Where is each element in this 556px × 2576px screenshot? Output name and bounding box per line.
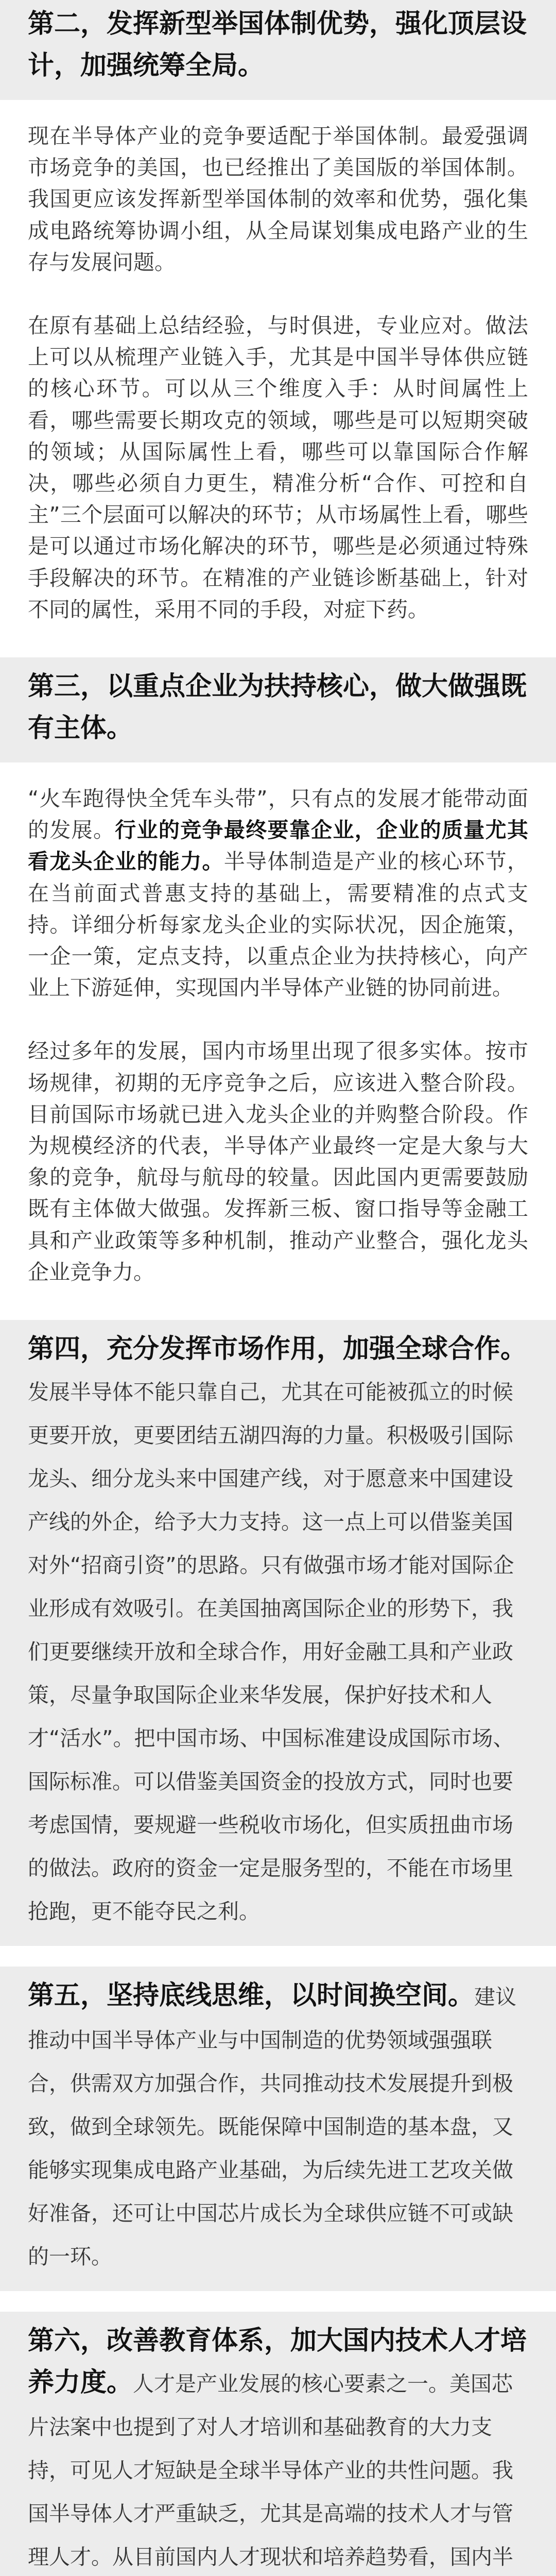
paragraph-text: “火车跑得快全凭车头带”，只有点的发展才能带动面的发展。 bbox=[28, 786, 528, 843]
section-5-body: 建议推动中国半导体产业与中国制造的优势领域强强联合，供需双方加强合作，共同推动技术发展提升到极致，做到全球领先。既能保障中国制造的基本盘，又能够实现集成电路产业基础，为后续先进工艺攻关做好准备，还可让中国芯片成长为全球供应链不可或缺的一环。 bbox=[28, 1985, 517, 2269]
paragraph-text: 经过多年的发展，国内市场里出现了很多实体。按市场规律，初期的无序竞争之后，应该进入整合阶段。目前国际市场就已进入龙头企业的并购整合阶段。作为规模经济的代表，半导体产业最终一定是大象与大象的竞争，航母与航母的较量。因此国内更需要鼓励既有主体做大做强。发挥新三板、窗口指导等金融工具和产业政策等多种机制，推动产业整合，强化龙头企业竞争力。 bbox=[28, 1039, 528, 1284]
section-heading-4-text: 第四，充分发挥市场作用，加强全球合作。 bbox=[28, 1334, 527, 1365]
paragraph bbox=[28, 121, 528, 278]
section-heading-6-text: 第六，改善教育体系，加大国内技术人才培养力度。 bbox=[28, 2326, 527, 2398]
section-heading-5 bbox=[0, 1967, 556, 2291]
section-6-body: 人才是产业发展的核心要素之一。美国芯片法案中也提到了对人才培训和基础教育的大力支持，可见人才短缺是全球半导体产业的共性问题。我国半导体人才严重缺乏，尤其是高端的技术人才与管理人才。从目前国内人才现状和培养趋势看，国内半 bbox=[28, 2371, 513, 2570]
paragraph bbox=[28, 310, 528, 625]
paragraph-emphasis: 行业的竞争最终要靠企业，企业的质量尤其看龙头企业的能力。 bbox=[28, 818, 529, 874]
section-heading-2 bbox=[0, 0, 556, 100]
section-heading-4 bbox=[0, 1320, 556, 1946]
section-4-body: 发展半导体不能只靠自己，尤其在可能被孤立的时候更要开放，更要团结五湖四海的力量。积极吸引国际龙头、细分龙头来中国建产线，对于愿意来中国建设产线的外企，给予大力支持。这一点上可以借鉴美国对外“招商引资”的思路。只有做强市场才能对国际企业形成有效吸引。在美国抽离国际企业的形势下，我们更要继续开放和全球合作，用好金融工具和产业政策，尽量争取国际企业来华发展，保护好技术和人才“活水”。把中国市场、中国标准建设成国际市场、国际标准。可以借鉴美国资金的投放方式，同时也要考虑国情，要规避一些税收市场化，但实质扭曲市场的做法。政府的资金一定是服务型的，不能在市场里抢跑，更不能夺民之利。 bbox=[28, 1380, 514, 1924]
paragraph-text: 半导体制造是产业的核心环节，在当前面式普惠支持的基础上，需要精准的点式支持。详细分析每家龙头企业的实际状况，因企施策，一企一策，定点支持，以重点企业为扶持核心，向产业上下游延伸，实现国内半导体产业链的协同前进。 bbox=[28, 849, 529, 1001]
paragraph-text: 现在半导体产业的竞争要适配于举国体制。最爱强调市场竞争的美国，也已经推出了美国版的举国体制。我国更应该发挥新型举国体制的效率和优势，强化集成电路统筹协调小组，从全局谋划集成电路产业的生存与发展问题。 bbox=[28, 124, 528, 275]
section-heading-2-text: 第二，发挥新型举国体制优势，强化顶层设计，加强统筹全局。 bbox=[28, 9, 527, 81]
paragraph bbox=[28, 1036, 528, 1288]
section-heading-3-text: 第三，以重点企业为扶持核心，做大做强既有主体。 bbox=[28, 671, 527, 744]
paragraph-text: 在原有基础上总结经验，与时俱进，专业应对。做法上可以从梳理产业链入手，尤其是中国半导体供应链的核心环节。可以从三个维度入手：从时间属性上看，哪些需要长期攻克的领域，哪些是可以短期突破的领域；从国际属性上看，哪些可以靠国际合作解决，哪些必须自力更生，精准分析“合作、可控和自主”三个层面可以解决的环节；从市场属性上看，哪些是可以通过市场化解决的环节，哪些是必须通过特殊手段解决的环节。在精准的产业链诊断基础上，针对不同的属性，采用不同的手段，对症下药。 bbox=[28, 313, 528, 622]
section-heading-6 bbox=[0, 2312, 556, 2576]
section-heading-3 bbox=[0, 657, 556, 762]
section-heading-5-text: 第五，坚持底线思维，以时间换空间。 bbox=[28, 1980, 475, 2011]
paragraph bbox=[28, 783, 528, 1004]
